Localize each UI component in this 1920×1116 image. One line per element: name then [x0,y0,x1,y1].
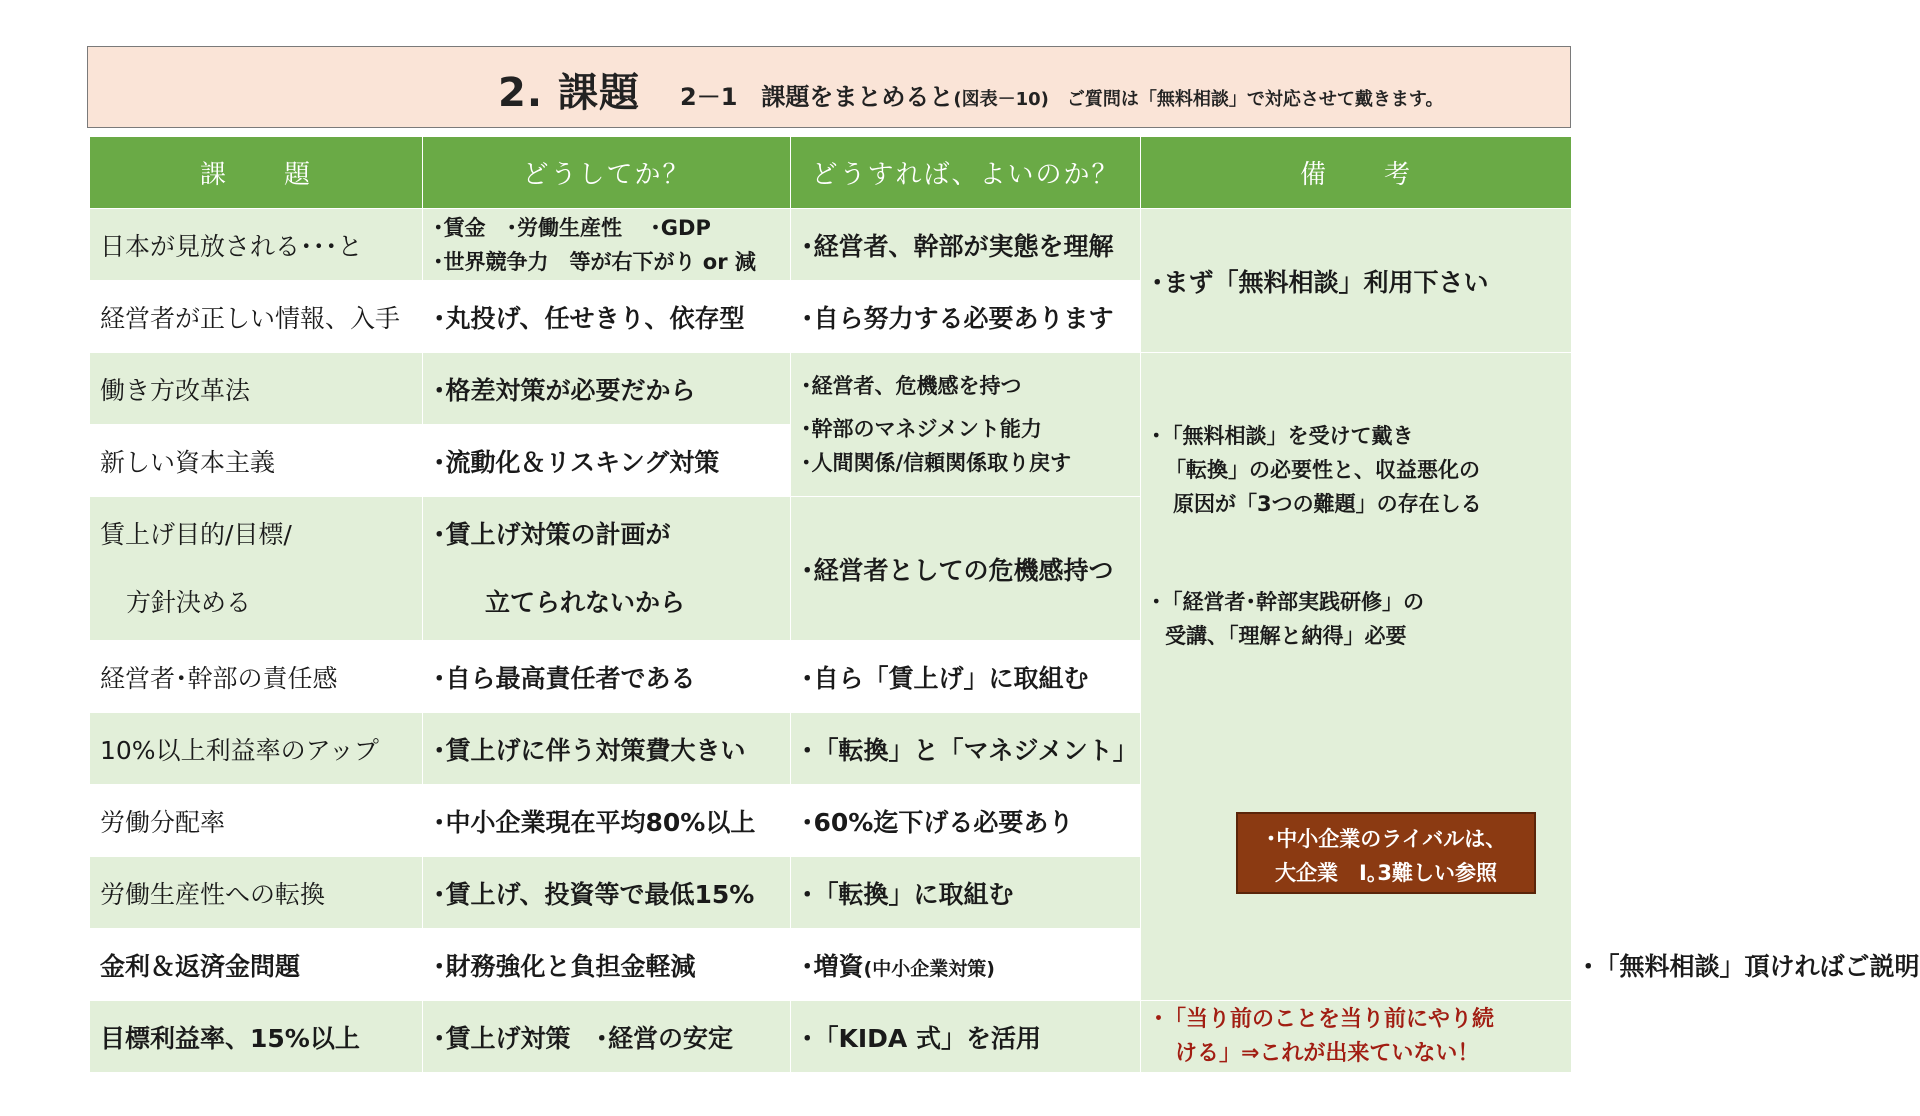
page-subtitle [680,77,1443,112]
how-line: ･経営者、危機感を持つ [801,373,1022,398]
table-row [90,353,1572,425]
issues-table [89,136,1920,1073]
header-row [90,137,1572,209]
issue-cell: 労働生産性への転換 [90,857,423,929]
issue-cell [90,497,423,641]
subtitle-main: 2－1 課題をまとめると [680,83,954,111]
issue-cell: 経営者･幹部の責任感 [90,641,423,713]
why-cell [423,497,791,641]
table-row [90,209,1572,281]
why-line: ･賃金 ･労働生産性 ･GDP [433,215,711,240]
why-cell: ･賃上げに伴う対策費大きい [423,713,791,785]
note-merged-cell [1141,353,1572,1001]
issue-line: 方針決める [126,587,252,617]
header-how: どうすれば、よいのか？ [791,137,1141,209]
why-cell: ･賃上げ、投資等で最低15% [423,857,791,929]
why-line: ･賃上げ対策の計画が [433,519,671,549]
header-issue: 課 題 [90,137,423,209]
how-merged-cell [791,353,1141,497]
table-row: 金利＆返済金問題 ･財務強化と負担金軽減 ･増資(中小企業対策) ･「無料相談」頂ければご説明 [90,929,1572,1001]
how-line: ･人間関係/信頼関係取り戻す [801,450,1072,475]
issue-cell: 目標利益率、15%以上 [90,1001,423,1073]
issue-cell: 経営者が正しい情報、入手 [90,281,423,353]
how-cell [791,929,1141,1001]
why-cell: ･賃上げ対策 ･経営の安定 [423,1001,791,1073]
callout-box [1236,812,1536,894]
note-cell-red [1141,1001,1572,1073]
why-cell: ･丸投げ、任せきり、依存型 [423,281,791,353]
how-cell: ･「転換」に取組む [791,857,1141,929]
issue-line: 賃上げ目的/目標/ [100,519,292,549]
header-note: 備 考 [1141,137,1572,209]
how-cell: ･「転換」と「マネジメント」 [791,713,1141,785]
note-line: ･「無料相談」を受けて戴き [1151,424,1414,448]
why-cell: ･財務強化と負担金軽減 [423,929,791,1001]
how-cell: ･「KIDA 式」を活用 [791,1001,1141,1073]
how-text: ･増資 [801,951,864,981]
issue-cell: 日本が見放される･･･と [90,209,423,281]
why-cell [423,209,791,281]
note-line: 「転換」の必要性と、収益悪化の [1165,458,1480,482]
note-line: 受講、「理解と納得」必要 [1165,624,1407,648]
callout-line: ･中小企業のライバルは、 [1265,827,1507,851]
page-title: 2. 課題 [498,70,640,116]
note-cell: ･まず「無料相談」利用下さい [1141,209,1572,353]
header-why: どうしてか？ [423,137,791,209]
how-cell: ･自ら「賃上げ」に取組む [791,641,1141,713]
issue-cell: 金利＆返済金問題 [90,929,423,1001]
title-bar [87,46,1571,128]
note-line: ･「当り前のことを当り前にやり続 [1153,1006,1495,1032]
note-line: 原因が「3つの難題」の存在しる [1173,492,1482,516]
callout-line: 大企業 Ⅰ｡3難しい参照 [1275,861,1497,885]
why-line: ･世界競争力 等が右下がり or 減 [433,249,756,274]
why-line: 立てられないから [485,587,686,617]
how-cell: ･経営者、幹部が実態を理解 [791,209,1141,281]
issue-cell: 新しい資本主義 [90,425,423,497]
how-cell: ･経営者としての危機感持つ [791,497,1141,641]
note-line: ける」⇒これが出来ていない！ [1175,1040,1480,1066]
how-cell: ･60%迄下げる必要あり [791,785,1141,857]
how-small: (中小企業対策) [863,957,995,980]
table-row [90,1001,1572,1073]
how-cell: ･自ら努力する必要あります [791,281,1141,353]
why-cell: ･流動化＆リスキング対策 [423,425,791,497]
why-cell: ･自ら最高責任者である [423,641,791,713]
subtitle-note: (図表－10) ご質問は「無料相談」で対応させて戴きます。 [953,89,1444,110]
issue-cell: 労働分配率 [90,785,423,857]
why-cell: ･格差対策が必要だから [423,353,791,425]
how-line: ･幹部のマネジメント能力 [801,416,1042,441]
note-line: ･「経営者･幹部実践研修」の [1151,590,1424,614]
issue-cell: 10%以上利益率のアップ [90,713,423,785]
issue-cell: 働き方改革法 [90,353,423,425]
why-cell: ･中小企業現在平均80%以上 [423,785,791,857]
